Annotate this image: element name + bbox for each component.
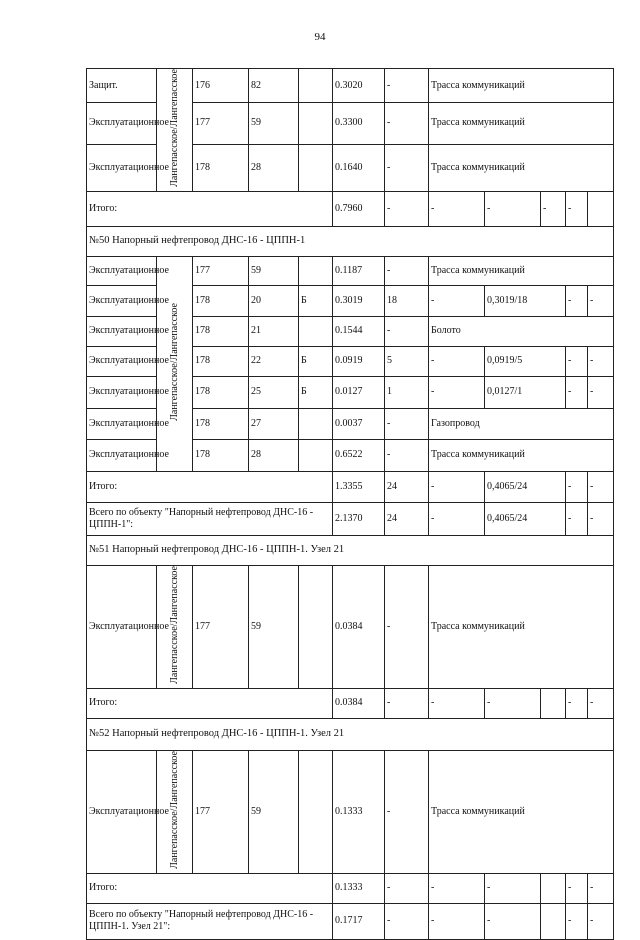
vydel-cell: 20 bbox=[249, 285, 299, 316]
extra-cell: - bbox=[429, 346, 485, 376]
section-header bbox=[87, 535, 614, 565]
stock-cell: - bbox=[385, 256, 429, 285]
sub-cell bbox=[299, 439, 333, 471]
quarter-cell: 177 bbox=[193, 103, 249, 145]
stock-cell: - bbox=[385, 191, 429, 226]
stock-cell: - bbox=[385, 565, 429, 688]
area-cell: 0.6522 bbox=[333, 439, 385, 471]
area-cell: 0.3020 bbox=[333, 69, 385, 103]
extra-cell: - bbox=[588, 502, 614, 535]
extra-cell: - bbox=[588, 376, 614, 408]
area-cell: 0.3300 bbox=[333, 103, 385, 145]
extra-cell: - bbox=[566, 471, 588, 502]
note-cell: Трасса коммуникаций bbox=[429, 439, 614, 471]
category-cell: Эксплуатационное bbox=[87, 285, 157, 316]
area-cell: 0.0919 bbox=[333, 346, 385, 376]
total-row bbox=[87, 191, 614, 226]
extra-cell: - bbox=[566, 873, 588, 903]
total-row bbox=[87, 873, 614, 903]
extra-cell: 0,0919/5 bbox=[485, 346, 566, 376]
stock-cell: 18 bbox=[385, 285, 429, 316]
vydel-cell: 59 bbox=[249, 256, 299, 285]
extra-cell: 0,3019/18 bbox=[485, 285, 566, 316]
extra-cell: - bbox=[566, 688, 588, 718]
extra-cell: - bbox=[588, 285, 614, 316]
area-cell: 0.7960 bbox=[333, 191, 385, 226]
vydel-cell: 21 bbox=[249, 316, 299, 346]
total-row bbox=[87, 471, 614, 502]
sub-cell bbox=[299, 408, 333, 439]
quarter-cell: 178 bbox=[193, 285, 249, 316]
extra-cell bbox=[541, 688, 566, 718]
area-cell: 0.1717 bbox=[333, 903, 385, 939]
category-cell: Эксплуатационное bbox=[87, 256, 157, 285]
category-cell: Эксплуатационное bbox=[87, 408, 157, 439]
extra-cell: 0,4065/24 bbox=[485, 502, 566, 535]
table-row bbox=[87, 565, 614, 688]
area-cell: 2.1370 bbox=[333, 502, 385, 535]
sub-cell bbox=[299, 256, 333, 285]
note-cell: Трасса коммуникаций bbox=[429, 750, 614, 873]
note-cell: Трасса коммуникаций bbox=[429, 256, 614, 285]
extra-cell: - bbox=[429, 471, 485, 502]
stock-cell: 24 bbox=[385, 471, 429, 502]
vydel-cell: 25 bbox=[249, 376, 299, 408]
grand-total-row bbox=[87, 502, 614, 535]
sub-cell bbox=[299, 316, 333, 346]
quarter-cell: 178 bbox=[193, 346, 249, 376]
extra-cell: - bbox=[566, 376, 588, 408]
area-cell: 0.1544 bbox=[333, 316, 385, 346]
sub-cell bbox=[299, 103, 333, 145]
extra-cell: - bbox=[485, 903, 541, 939]
section-title: №52 Напорный нефтепровод ДНС-16 - ЦППН-1. Узел 21 bbox=[87, 718, 614, 750]
quarter-cell: 178 bbox=[193, 439, 249, 471]
area-cell: 0.1333 bbox=[333, 873, 385, 903]
stock-cell: - bbox=[385, 439, 429, 471]
sub-cell bbox=[299, 750, 333, 873]
section-title: №51 Напорный нефтепровод ДНС-16 - ЦППН-1. Узел 21 bbox=[87, 535, 614, 565]
extra-cell: 0,0127/1 bbox=[485, 376, 566, 408]
category-cell: Эксплуатационное bbox=[87, 316, 157, 346]
extra-cell: - bbox=[566, 502, 588, 535]
category-cell: Эксплуатационное bbox=[87, 750, 157, 873]
category-cell: Защит. bbox=[87, 69, 157, 103]
extra-cell: - bbox=[588, 688, 614, 718]
sub-cell: Б bbox=[299, 346, 333, 376]
stock-cell: - bbox=[385, 688, 429, 718]
sub-cell: Б bbox=[299, 285, 333, 316]
area-cell: 0.0384 bbox=[333, 688, 385, 718]
category-cell: Эксплуатационное bbox=[87, 439, 157, 471]
note-cell: Трасса коммуникаций bbox=[429, 565, 614, 688]
extra-cell: - bbox=[429, 502, 485, 535]
extra-cell: - bbox=[429, 191, 485, 226]
total-label: Итого: bbox=[87, 688, 333, 718]
sub-cell bbox=[299, 69, 333, 103]
extra-cell bbox=[541, 903, 566, 939]
area-cell: 0.3019 bbox=[333, 285, 385, 316]
extra-cell: - bbox=[566, 191, 588, 226]
section-header bbox=[87, 226, 614, 256]
category-cell: Эксплуатационное bbox=[87, 144, 157, 191]
stock-cell: - bbox=[385, 144, 429, 191]
stock-cell: - bbox=[385, 873, 429, 903]
total-label: Итого: bbox=[87, 873, 333, 903]
quarter-cell: 177 bbox=[193, 256, 249, 285]
grand-total-label: Всего по объекту "Напорный нефтепровод ДНС-16 - ЦППН-1. Узел 21": bbox=[87, 903, 333, 939]
vydel-cell: 59 bbox=[249, 103, 299, 145]
category-cell: Эксплуатационное bbox=[87, 565, 157, 688]
extra-cell: - bbox=[566, 346, 588, 376]
page-number: 94 bbox=[314, 31, 326, 43]
area-cell: 0.1333 bbox=[333, 750, 385, 873]
extra-cell bbox=[588, 191, 614, 226]
vydel-cell: 28 bbox=[249, 439, 299, 471]
extra-cell: - bbox=[485, 688, 541, 718]
category-cell: Эксплуатационное bbox=[87, 346, 157, 376]
note-cell: Газопровод bbox=[429, 408, 614, 439]
stock-cell: - bbox=[385, 103, 429, 145]
area-cell: 0.0037 bbox=[333, 408, 385, 439]
stock-cell: 1 bbox=[385, 376, 429, 408]
table-row bbox=[87, 69, 614, 103]
note-cell: Трасса коммуникаций bbox=[429, 103, 614, 145]
extra-cell: - bbox=[588, 471, 614, 502]
category-cell: Эксплуатационное bbox=[87, 103, 157, 145]
quarter-cell: 178 bbox=[193, 408, 249, 439]
vydel-cell: 59 bbox=[249, 565, 299, 688]
license-label: Лангепасское/Лангепасское bbox=[169, 565, 180, 684]
extra-cell: - bbox=[588, 903, 614, 939]
grand-total-row bbox=[87, 903, 614, 939]
quarter-cell: 177 bbox=[193, 750, 249, 873]
area-cell: 0.0127 bbox=[333, 376, 385, 408]
stock-cell: 24 bbox=[385, 502, 429, 535]
extra-cell: - bbox=[485, 873, 541, 903]
vydel-cell: 82 bbox=[249, 69, 299, 103]
extra-cell: - bbox=[429, 903, 485, 939]
quarter-cell: 178 bbox=[193, 144, 249, 191]
vydel-cell: 28 bbox=[249, 144, 299, 191]
total-label: Итого: bbox=[87, 471, 333, 502]
extra-cell: - bbox=[485, 191, 541, 226]
extra-cell: - bbox=[429, 688, 485, 718]
extra-cell: - bbox=[541, 191, 566, 226]
extra-cell: - bbox=[588, 873, 614, 903]
vydel-cell: 22 bbox=[249, 346, 299, 376]
extra-cell: - bbox=[566, 285, 588, 316]
sub-cell bbox=[299, 144, 333, 191]
quarter-cell: 176 bbox=[193, 69, 249, 103]
stock-cell: - bbox=[385, 69, 429, 103]
table-row bbox=[87, 750, 614, 873]
section-header bbox=[87, 718, 614, 750]
stock-cell: 5 bbox=[385, 346, 429, 376]
grand-total-label: Всего по объекту "Напорный нефтепровод ДНС-16 - ЦППН-1": bbox=[87, 502, 333, 535]
extra-cell: 0,4065/24 bbox=[485, 471, 566, 502]
total-row bbox=[87, 688, 614, 718]
section-title: №50 Напорный нефтепровод ДНС-16 - ЦППН-1 bbox=[87, 226, 614, 256]
note-cell: Трасса коммуникаций bbox=[429, 144, 614, 191]
stock-cell: - bbox=[385, 408, 429, 439]
total-label: Итого: bbox=[87, 191, 333, 226]
area-cell: 1.3355 bbox=[333, 471, 385, 502]
quarter-cell: 178 bbox=[193, 316, 249, 346]
vydel-cell: 27 bbox=[249, 408, 299, 439]
extra-cell bbox=[541, 873, 566, 903]
extra-cell: - bbox=[429, 873, 485, 903]
extra-cell: - bbox=[429, 285, 485, 316]
area-cell: 0.1187 bbox=[333, 256, 385, 285]
note-cell: Болото bbox=[429, 316, 614, 346]
license-label: Лангепасское/Лангепасское bbox=[169, 302, 180, 421]
extra-cell: - bbox=[566, 903, 588, 939]
forest-plot-table bbox=[86, 68, 614, 940]
stock-cell: - bbox=[385, 750, 429, 873]
vydel-cell: 59 bbox=[249, 750, 299, 873]
area-cell: 0.1640 bbox=[333, 144, 385, 191]
category-cell: Эксплуатационное bbox=[87, 376, 157, 408]
note-cell: Трасса коммуникаций bbox=[429, 69, 614, 103]
quarter-cell: 177 bbox=[193, 565, 249, 688]
quarter-cell: 178 bbox=[193, 376, 249, 408]
stock-cell: - bbox=[385, 903, 429, 939]
extra-cell: - bbox=[429, 376, 485, 408]
sub-cell bbox=[299, 565, 333, 688]
table-row bbox=[87, 256, 614, 285]
area-cell: 0.0384 bbox=[333, 565, 385, 688]
license-label: Лангепасское/Лангепасское bbox=[169, 69, 180, 187]
license-label: Лангепасское/Лангепасское bbox=[169, 750, 180, 869]
sub-cell: Б bbox=[299, 376, 333, 408]
extra-cell: - bbox=[588, 346, 614, 376]
stock-cell: - bbox=[385, 316, 429, 346]
